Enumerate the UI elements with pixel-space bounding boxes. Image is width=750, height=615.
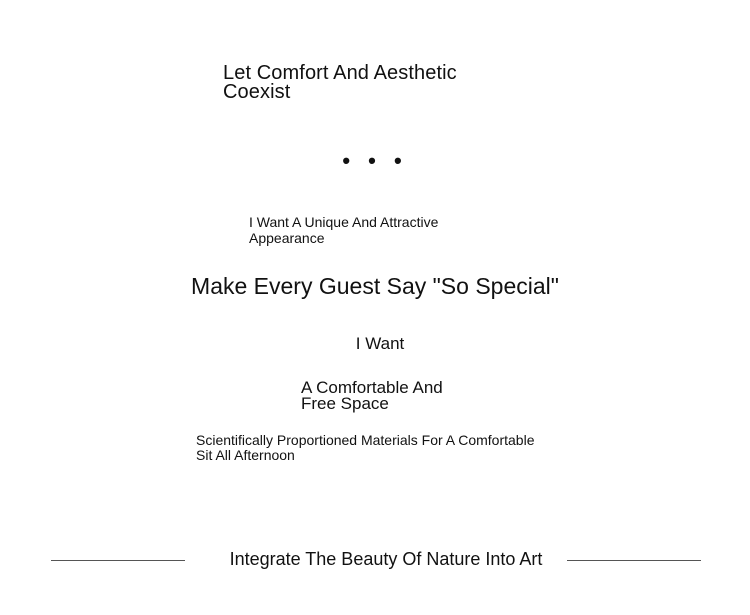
dots-separator: • • • <box>342 148 408 173</box>
materials-description-line-2: Sit All Afternoon <box>196 447 295 463</box>
comfort-aesthetic-heading <box>223 64 523 102</box>
footer-title: Integrate The Beauty Of Nature Into Art <box>229 549 543 569</box>
unique-appearance-line-1: I Want A Unique And Attractive <box>249 214 439 230</box>
comfortable-space-heading <box>301 380 501 412</box>
unique-appearance-subtitle <box>249 214 519 246</box>
materials-description <box>196 433 566 463</box>
comfortable-space-line-2: Free Space <box>301 394 389 413</box>
comfortable-space-line-1: A Comfortable And <box>301 378 443 397</box>
i-want-heading: I Want <box>355 334 405 353</box>
materials-description-line-1: Scientifically Proportioned Materials For A Comfortable <box>196 432 535 448</box>
footer-divider-right <box>567 560 701 561</box>
comfort-aesthetic-heading-line-1: Let Comfort And Aesthetic <box>223 62 457 84</box>
unique-appearance-line-2: Appearance <box>249 230 325 246</box>
guest-headline: Make Every Guest Say "So Special" <box>191 273 559 299</box>
comfort-aesthetic-heading-line-2: Coexist <box>223 81 291 103</box>
